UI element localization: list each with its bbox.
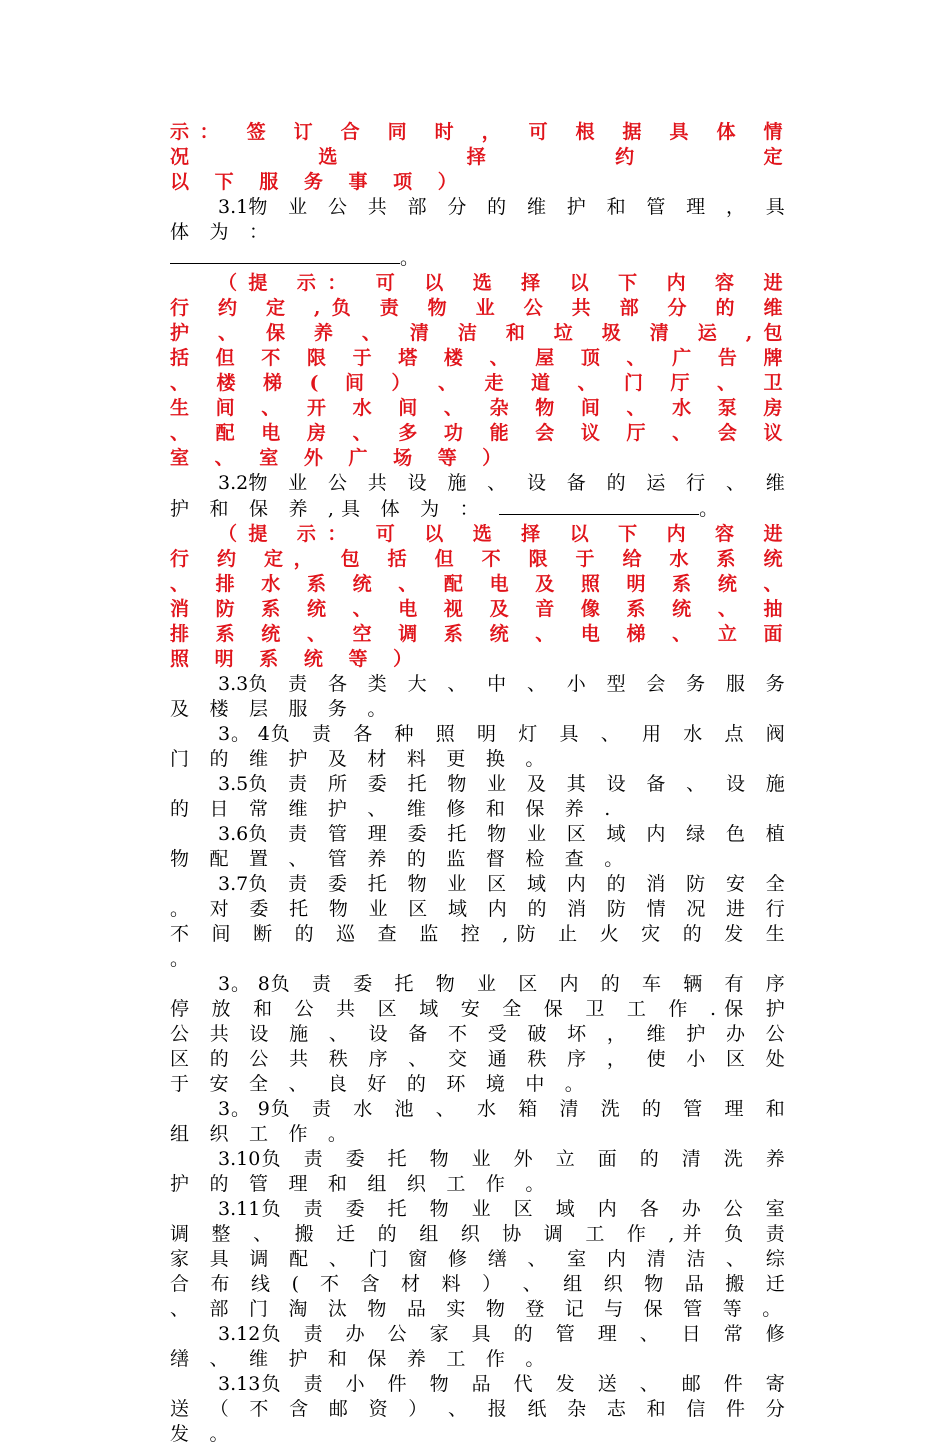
clause-text: 物 业 公 共 设 施 、 设 备 的 运 行 、 维 护 和 保 养 ,具 体 为 ： xyxy=(170,472,792,520)
clause-item xyxy=(170,722,792,772)
clause-item xyxy=(170,822,792,872)
clause-text: 负 责 管 理 委 托 物 业 区 域 内 绿 色 植 物 配 置 、 管 养 的 监 督 检 查 。 xyxy=(170,823,792,870)
clause-number: 3.2 xyxy=(218,472,249,494)
clause-number: 3.5 xyxy=(218,773,249,795)
clause-item xyxy=(170,1147,792,1197)
clause-number: 3。 9 xyxy=(218,1098,270,1120)
clause-item xyxy=(170,1372,792,1447)
hint-3-2: （提 示： 可 以 选 择 以 下 内 容 进 行 约 定， 包 括 但 不 限 于 给 水 系 统 、 排 水 系 统 、 配 电 及 照 明 系 统 、 消 防 系 统 、 电 视 及 音 像 系 统 、 抽 排 系 统 、 空 调 系 统 、 电 梯 、 立 面 照 明 系 统 等 ） xyxy=(170,523,792,670)
clause-item xyxy=(170,672,792,722)
clause-text: 负 责 办 公 家 具 的 管 理 、 日 常 修 缮 、 维 护 和 保 养 工 作 。 xyxy=(170,1323,792,1370)
fill-in-blank[interactable] xyxy=(499,496,699,515)
clause-number: 3.3 xyxy=(218,673,249,695)
clause-item xyxy=(170,1197,792,1322)
clause-number: 3.12 xyxy=(218,1323,261,1345)
clause-number: 3.13 xyxy=(218,1373,261,1395)
clause-item xyxy=(170,972,792,1097)
clause-number: 3.7 xyxy=(218,873,249,895)
clause-3-1 xyxy=(170,195,792,271)
fill-in-blank[interactable] xyxy=(170,245,400,264)
clause-text: 物 业 公 共 部 分 的 维 护 和 管 理 ， 具 体 为 ： xyxy=(170,196,792,243)
clause-end: 。 xyxy=(400,247,427,269)
clause-text: 负 责 委 托 物 业 区 内 的 车 辆 有 序 停 放 和 公 共 区 域 安 全 保 卫 工 作 .保 护 公 共 设 施 、 设 备 不 受 破 坏 ， 维 护 办 公 区 的 公 共 秩 序 、 交 通 秩 序 ， 使 小 区 处 于 安 全 、 良 好 的 环 境 中 。 xyxy=(170,973,792,1095)
hint-intro-line2: 以 下 服 务 事 项 ） xyxy=(170,171,467,193)
clause-number: 3.1 xyxy=(218,196,249,218)
hint-3-1: （提 示： 可 以 选 择 以 下 内 容 进 行 约 定 ,负 责 物 业 公 共 部 分 的 维 护 、 保 养 、 清 洁 和 垃 圾 清 运 ,包 括 但 不 限 于 塔 楼 、 屋 顶 、 广 告 牌 、 楼 梯 ( 间 ） 、 走 道 、 门 厅 、 卫 生 间 、 开 水 间 、 杂 物 间 、 水 泵 房 、 配 电 房 、 多 功 能 会 议 厅 、 会 议 室 、 室 外 广 场 等 ） xyxy=(170,272,792,469)
clause-number: 3.11 xyxy=(218,1198,261,1220)
clause-item xyxy=(170,772,792,822)
clause-text: 负 责 小 件 物 品 代 发 送 、 邮 件 寄 送 （ 不 含 邮 资 ） 、 报 纸 杂 志 和 信 件 分 发 。 xyxy=(170,1373,792,1445)
clause-text: 负 责 委 托 物 业 区 域 内 的 消 防 安 全 。 对 委 托 物 业 区 域 内 的 消 防 情 况 进 行 不 间 断 的 巡 查 监 控 ,防 止 火 灾 的 发 生 。 xyxy=(170,873,792,970)
clause-item xyxy=(170,872,792,972)
clause-text: 负 责 各 类 大 、 中 、 小 型 会 务 服 务 及 楼 层 服 务 。 xyxy=(170,673,792,720)
clause-number: 3.6 xyxy=(218,823,249,845)
clause-item xyxy=(170,1097,792,1147)
clause-number: 3.10 xyxy=(218,1148,261,1170)
clause-text: 负 责 水 池 、 水 箱 清 洗 的 管 理 和 组 织 工 作 。 xyxy=(170,1098,792,1145)
clause-list xyxy=(170,672,792,1447)
clause-text: 负 责 各 种 照 明 灯 具 、 用 水 点 阀 门 的 维 护 及 材 料 更 换 。 xyxy=(170,723,792,770)
clause-number: 3。 4 xyxy=(218,723,270,745)
clause-item xyxy=(170,1322,792,1372)
clause-end: 。 xyxy=(699,498,726,520)
clause-text: 负 责 所 委 托 物 业 及 其 设 备 、 设 施 的 日 常 维 护 、 维 修 和 保 养 . xyxy=(170,773,792,820)
clause-text: 负 责 委 托 物 业 外 立 面 的 清 洗 养 护 的 管 理 和 组 织 工 作 。 xyxy=(170,1148,792,1195)
clause-3-2 xyxy=(170,471,792,522)
clause-text: 负 责 委 托 物 业 区 域 内 各 办 公 室 调 整 、 搬 迁 的 组 织 协 调 工 作 ,并 负 责 家 具 调 配 、 门 窗 修 缮 、 室 内 清 洁 、 综 合 布 线 ( 不 含 材 料 ） 、 组 织 物 品 搬 迁 、 部 门 淘 汰 物 品 实 物 登 记 与 保 管 等 。 xyxy=(170,1198,792,1320)
clause-number: 3。 8 xyxy=(218,973,270,995)
document-page xyxy=(170,120,792,1447)
hint-intro-line1: 示： 签 订 合 同 时 ， 可 根 据 具 体 情 况 选 择 约 定 xyxy=(170,121,792,168)
